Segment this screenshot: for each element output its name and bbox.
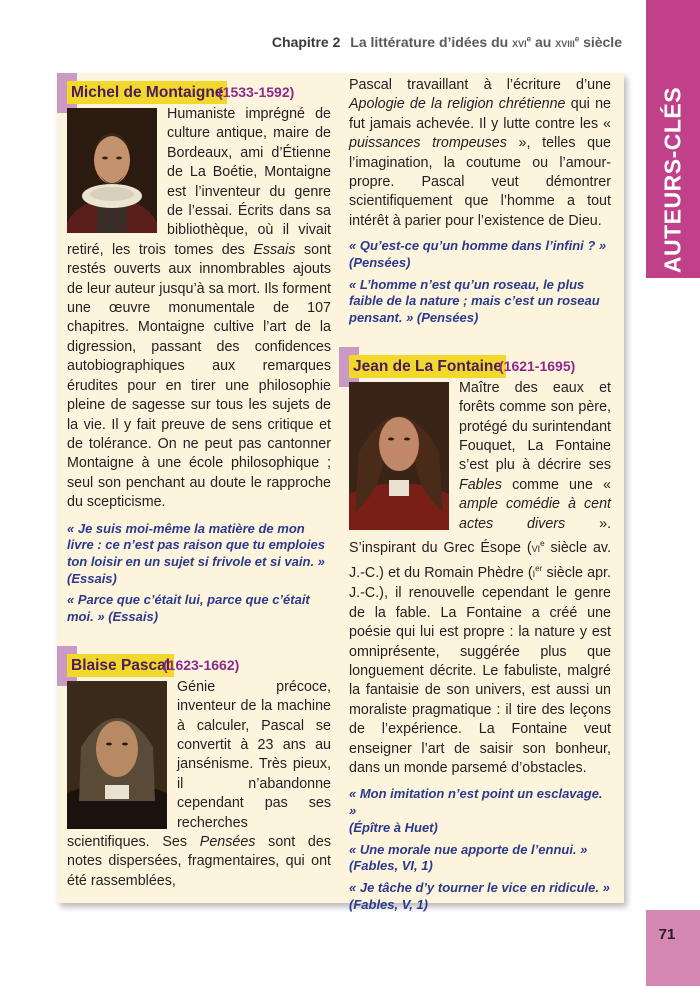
ample-comedie: ample comédie à cent actes divers [459, 496, 611, 532]
lf-bio-d: siècle av. J.-C.) et du Romain Phèdre ( [349, 539, 611, 581]
montaigne-dates: (1533-1592) [218, 84, 295, 100]
content-panel [57, 73, 624, 912]
lafontaine-name: Jean de La Fontaine [349, 355, 506, 378]
montaigne-bio-a: Humaniste imprégné de culture antique, maire de Bordeaux, ami d’Étienne de La Boétie, Montaigne est l’inventeur du genre de l’essai. Écrits dans sa bibliothèque, où il vivait retiré, les trois tomes des [67, 106, 331, 258]
pascal-cont-a: Pascal travaillant à l’écriture d’une [349, 77, 611, 93]
pascal-bio-continued [349, 76, 611, 231]
quote-source: (Essais) [67, 570, 117, 586]
montaigne-quote-2 [67, 592, 331, 625]
century-i: I [532, 568, 536, 579]
century-xvi: XVI [512, 39, 527, 49]
lafontaine-heading [349, 347, 611, 379]
montaigne-name: Michel de Montaigne [67, 81, 227, 104]
puissances-trompeuses: puissances trompeuses [349, 135, 507, 152]
chapter-number: Chapitre 2 [271, 34, 341, 50]
quote-text: « Parce que c’était lui, parce que c’était moi. » [67, 592, 310, 625]
pascal-quote-1 [349, 238, 611, 271]
lafontaine-portrait [349, 382, 449, 530]
chapter-title-part1: La littérature d’idées du [350, 34, 509, 50]
fables-title: Fables [459, 476, 502, 493]
pascal-bio-a: Génie précoce, inventeur de la machine à calculer, Pascal se convertit à 23 ans au jansénisme. Très pieux, il n’abandonne cependant pas ses recherches scientifiques. Ses [67, 678, 331, 850]
lafontaine-quote-3 [349, 880, 611, 913]
quote-source: (Fables, V, 1) [349, 896, 428, 912]
pascal-name: Blaise Pascal [67, 654, 174, 677]
lafontaine-quote-2 [349, 842, 611, 875]
lf-bio-c: ». S’inspirant du Grec Ésope ( [349, 515, 611, 556]
quote-source: (Pensées) [349, 254, 411, 270]
century-vi: VI [531, 543, 541, 554]
right-column [349, 76, 611, 913]
quote-text: « Je suis moi-même la matière de mon livre : ce n’est pas raison que tu emploies ton loisir en un sujet si frivole et si vain. » [67, 520, 325, 569]
chapter-header [272, 34, 622, 50]
quote-source: (Épître à Huet) [349, 819, 438, 835]
century-xviii-sup: e [574, 34, 580, 44]
pascal-heading [67, 646, 331, 678]
quote-text: « Une morale nue apporte de l’ennui. » [349, 841, 588, 857]
quote-source: (Pensées) [416, 310, 479, 326]
montaigne-bio-b: sont restés ouverts aux innombrables ajouts de leur auteur jusqu’à sa mort. Ils forment une œuvre monumentale de 107 chapitres. Montaigne cultive l’art de la digression, passant des confidences autobiographiques aux remarques érudites pour en tirer une philosophie pleine de sagesse sur tous les sujets de la vie. Il y fait preuve de sens critique et de tolérance. On ne peut pas cantonner Montaigne à une école philosophique ; seul son penchant au doute le rapproche du scepticisme. [67, 241, 331, 511]
century-xviii: XVIII [555, 39, 575, 49]
century-i-sup: er [535, 564, 543, 574]
lf-bio-e: siècle apr. J.-C.), il renouvelle cependant le genre de la fable. La Fontaine a créé une poésie qui lui est propre : la nature y est omniprésente, suggérée plus que longuement décrite. Le fabuliste, malgré la fantaisie de son univers, est aussi un moraliste pragmatique : il tire des leçons de l’expérience. La Fontaine veut enseigner l’art de saisir son bonheur, dans un monde parsemé d’obstacles. [349, 564, 611, 777]
pascal-cont-b: qui ne fut jamais achevée. Il y lutte contre les « [349, 96, 611, 132]
montaigne-quote-1 [67, 521, 331, 588]
quote-text: « Qu’est-ce qu’un homme dans l’infini ? » [349, 238, 607, 254]
page-number: 71 [658, 926, 676, 943]
pascal-cont-c: », telles que l’imagination, la coutume ou l’amour-propre. Pascal veut démontrer scientifiquement que l’homme a tout intérêt à parier pour l’existence de Dieu. [349, 135, 611, 229]
lafontaine-quote-1 [349, 786, 611, 836]
quote-source: (Fables, VI, 1) [349, 858, 433, 874]
section-tab-label: AUTEURS-CLÉS [659, 86, 686, 274]
left-column [67, 73, 331, 891]
chapter-title [350, 34, 622, 50]
lf-bio-a: Maître des eaux et forêts comme son père, protégé du surintendant Fouquet, La Fontaine s’est plu à décrire ses [459, 379, 611, 474]
lf-bio-b: comme une « [512, 476, 611, 493]
chapter-title-part3: siècle [583, 34, 622, 50]
pascal-quote-2 [349, 277, 611, 327]
page-number-tab [646, 910, 700, 986]
pascal-dates: (1623-1662) [163, 656, 240, 673]
pensees-title: Pensées [199, 834, 256, 850]
century-vi-sup: e [540, 539, 545, 549]
pascal-portrait [67, 681, 167, 829]
chapter-title-part2: au [534, 34, 552, 50]
quote-source: (Essais) [108, 609, 159, 625]
montaigne-portrait [67, 108, 157, 233]
quote-text: « Mon imitation n’est point un esclavage. » [349, 786, 603, 819]
montaigne-heading [67, 73, 331, 105]
quote-text: « Je tâche d’y tourner le vice en ridicule. » [349, 879, 610, 895]
pascal-bio-b: sont des notes dispersées, fragmentaires, qui ont été rassemblées, [67, 834, 331, 889]
century-xvi-sup: e [526, 34, 532, 44]
quote-text: « L’homme n’est qu’un roseau, le plus faible de la nature ; mais c’est un roseau pensant. » [349, 276, 600, 326]
lafontaine-dates: (1621-1695) [499, 357, 576, 374]
essais-title: Essais [253, 241, 296, 258]
apologie-title: Apologie de la religion chrétienne [349, 96, 566, 113]
